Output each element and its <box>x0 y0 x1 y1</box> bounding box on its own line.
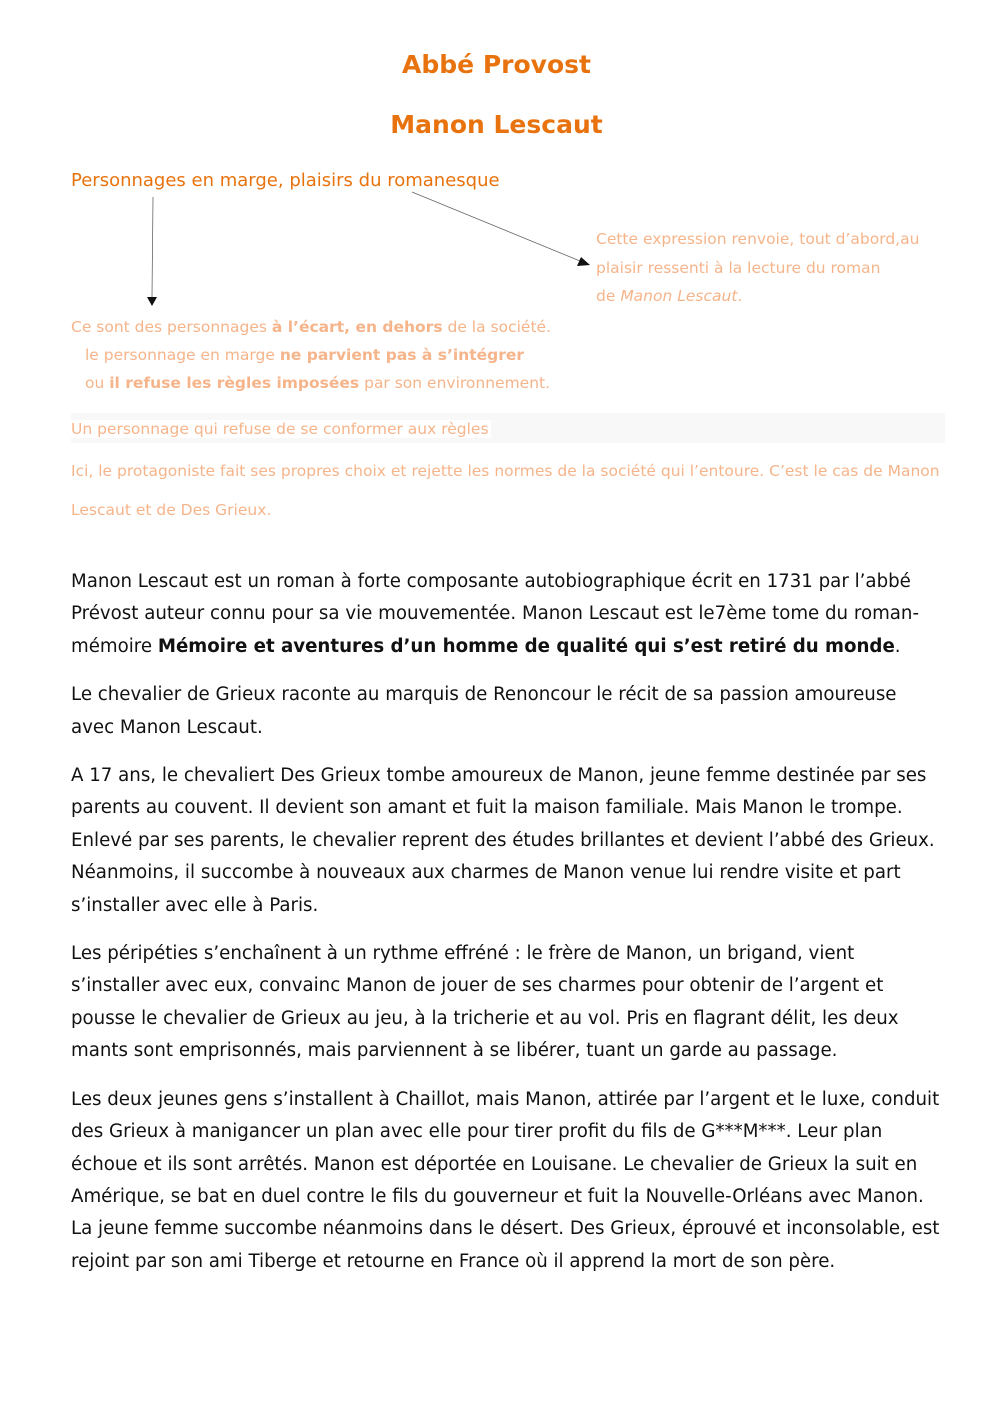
note-marge-line <box>71 341 631 369</box>
paragraph-ending: Les deux jeunes gens s’installent à Chaillot, mais Manon, attirée par l’argent et le luxe, conduit des Grieux à manigancer un plan avec elle pour tirer profit du fils de G***M***. Leur plan échoue et ils sont arrêtés. Manon est déportée en Louisane. Le chevalier de Grieux la suit en Amérique, se bat en duel contre le fils du gouverneur et fuit la Nouvelle-Orléans avec Manon. La jeune femme succombe néanmoins dans le désert. Des Grieux, éprouvé et inconsolable, est rejoint par son ami Tiberge et retourne en France où il apprend la mort de son père. <box>71 1088 940 1272</box>
note-text: ou <box>85 374 110 392</box>
paragraph-narrator: Le chevalier de Grieux raconte au marquis de Renoncour le récit de sa passion amoureuse avec Manon Lescaut. <box>71 684 897 738</box>
note-marge-line <box>71 313 631 341</box>
note-text: Ce sont des personnages <box>71 318 272 336</box>
refus-text: Ici, le protagoniste fait ses propres choix et rejette les normes de la société qui l’entoure. C’est le cas de Manon Lescaut et de Des Grieux. <box>71 462 940 519</box>
author-title: Abbé Provost <box>402 50 591 79</box>
note-text: par son environnement. <box>359 374 551 392</box>
note-emphasis: il refuse les règles imposées <box>109 374 360 392</box>
note-romanesque-line <box>596 282 956 311</box>
paragraph-meeting: A 17 ans, le chevaliert Des Grieux tombe amoureux de Manon, jeune femme destinée par ses parents au couvent. Il devient son amant et fuit la maison familiale. Mais Manon le trompe. Enlevé par ses parents, le chevalier reprent des études brillantes et devient l’abbé des Grieux. Néanmoins, il succombe à nouveaux aux charmes de Manon venue lui rendre visite et part s’installer avec elle à Paris. <box>71 765 935 916</box>
arrowhead-right <box>577 257 590 266</box>
arrowhead-down <box>147 297 157 306</box>
note-marge-line <box>71 369 631 397</box>
book-title-italic: Manon Lescaut <box>620 287 738 305</box>
section-subtitle: Personnages en marge, plaisirs du romanesque <box>71 170 500 191</box>
note-emphasis: à l’écart, en dehors <box>271 318 443 336</box>
note-romanesque <box>596 225 956 311</box>
work-title-bold: Mémoire et aventures d’un homme de qualité qui s’est retiré du monde <box>157 635 895 657</box>
note-text: de la société. <box>442 318 551 336</box>
note-emphasis: ne parvient pas à s’intégrer <box>279 346 525 364</box>
arrow-line-right <box>412 192 580 261</box>
paragraph-text: Manon Lescaut est un roman à forte composante autobiographique écrit en 1731 par l’abbé Prévost auteur connu pour sa vie mouvementée. Manon Lescaut est le7ème tome du roman-mémoire <box>71 571 920 657</box>
note-marge <box>71 313 631 397</box>
note-text: le personnage en marge <box>85 346 280 364</box>
paragraph-text: . <box>894 635 901 657</box>
arrow-line-down <box>152 197 153 297</box>
book-title: Manon Lescaut <box>390 110 603 139</box>
note-text: . <box>737 287 743 305</box>
refus-heading: Un personnage qui refuse de se conformer aux règles <box>71 420 489 438</box>
note-text: de <box>596 287 621 305</box>
paragraph-intro <box>71 566 943 663</box>
note-romanesque-line: Cette expression renvoie, tout d’abord,au <box>596 230 920 248</box>
paragraph-peripeties: Les péripéties s’enchaînent à un rythme effréné : le frère de Manon, un brigand, vient s’installer avec eux, convainc Manon de jouer de ses charmes pour obtenir de l’argent et pousse le chevalier de Grieux au jeu, à la tricherie et au vol. Pris en flagrant délit, les deux mants sont emprisonnés, mais parviennent à se libérer, tuant un garde au passage. <box>71 943 899 1062</box>
note-romanesque-line: plaisir ressenti à la lecture du roman <box>596 258 881 277</box>
main-body <box>71 566 943 1294</box>
